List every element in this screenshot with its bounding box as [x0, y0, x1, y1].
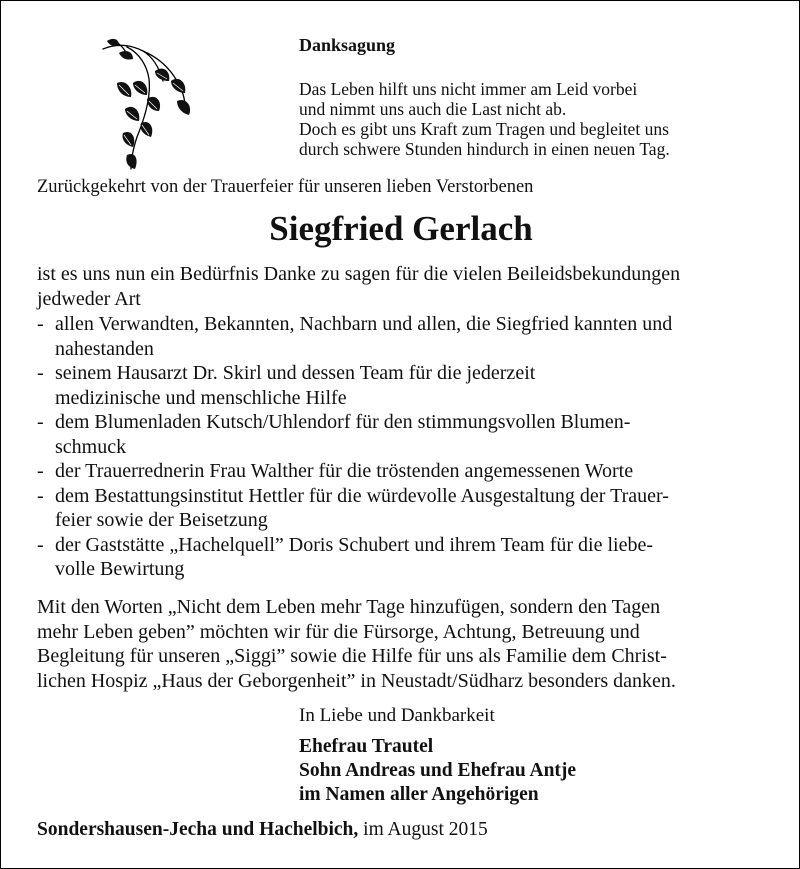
list-item [37, 312, 672, 361]
list-item-line: seinem Hausarzt Dr. Skirl und dessen Team für die jederzeit [55, 362, 536, 384]
paragraph-line: Begleitung für unseren „Siggi” sowie die Hilfe für uns als Familie dem Christ- [37, 645, 667, 667]
place-date-line [37, 819, 488, 841]
list-dash: - [37, 411, 44, 433]
paragraph-line: mehr Leben geben” möchten wir für die Fürsorge, Achtung, Betreuung und [37, 620, 640, 643]
deceased-name: Siegfried Gerlach [269, 209, 533, 248]
list-item-line: schmuck [55, 435, 127, 458]
place-name: Sondershausen-Jecha und Hachelbich, [37, 819, 359, 840]
signer-line: Ehefrau Trautel [299, 736, 434, 757]
list-item [37, 361, 672, 410]
list-dash: - [37, 460, 44, 482]
list-item [37, 459, 672, 484]
list-item-line: der Trauerrednerin Frau Walther für die tröstenden angemessenen Worte [55, 460, 634, 482]
thanks-paragraph [37, 262, 680, 311]
intro-line: Zurückgekehrt von der Trauerfeier für unseren lieben Verstorbenen [37, 177, 534, 197]
paragraph-line: lichen Hospiz „Haus der Geborgenheit” in Neustadt/Südharz besonders danken. [37, 669, 676, 692]
list-item-line: allen Verwandten, Bekannten, Nachbarn und allen, die Siegfried kannten und [55, 313, 673, 335]
paragraph-line: Mit den Worten „Nicht dem Leben mehr Tage hinzufügen, sondern den Tagen [37, 596, 661, 618]
list-dash: - [37, 313, 44, 335]
paragraph-line: ist es uns nun ein Bedürfnis Danke zu sagen für die vielen Beileidsbekundungen [37, 263, 681, 285]
hospice-paragraph [37, 595, 676, 693]
leaf-branch-icon [97, 37, 197, 177]
list-dash: - [37, 362, 44, 384]
list-item [37, 484, 672, 533]
list-dash: - [37, 533, 44, 556]
list-item-line: der Gaststätte „Hachelquell” Doris Schubert und ihrem Team für die liebe- [55, 533, 654, 556]
list-item-line: dem Blumenladen Kutsch/Uhlendorf für den stimmungsvollen Blumen- [55, 411, 631, 433]
closing-line: In Liebe und Dankbarkeit [299, 705, 495, 726]
list-item [37, 533, 672, 582]
list-item-line: feier sowie der Beisetzung [55, 509, 268, 531]
heading-danksagung: Danksagung [299, 35, 396, 55]
signer-line: Sohn Andreas und Ehefrau Antje [299, 760, 577, 781]
list-dash: - [37, 484, 44, 507]
quote-line: durch schwere Stunden hindurch in einen neuen Tag. [299, 139, 670, 159]
quote-line: und nimmt uns auch die Last nicht ab. [299, 99, 567, 119]
signers-block [299, 735, 576, 807]
list-item-line: volle Bewirtung [55, 558, 185, 580]
signer-line: im Namen aller Angehörigen [299, 784, 539, 805]
quote-line: Das Leben hilft uns nicht immer am Leid vorbei [299, 79, 638, 99]
paragraph-line: jedweder Art [37, 287, 141, 310]
quote-block [299, 79, 670, 159]
list-item [37, 410, 672, 459]
thanks-list [37, 312, 672, 582]
list-item-line: medizinische und menschliche Hilfe [55, 386, 347, 409]
list-item-line: dem Bestattungsinstitut Hettler für die würdevolle Ausgestaltung der Trauer- [55, 484, 669, 507]
quote-line: Doch es gibt uns Kraft zum Tragen und begleitet uns [299, 119, 669, 139]
date-text: im August 2015 [358, 819, 488, 840]
list-item-line: nahestanden [55, 337, 154, 360]
